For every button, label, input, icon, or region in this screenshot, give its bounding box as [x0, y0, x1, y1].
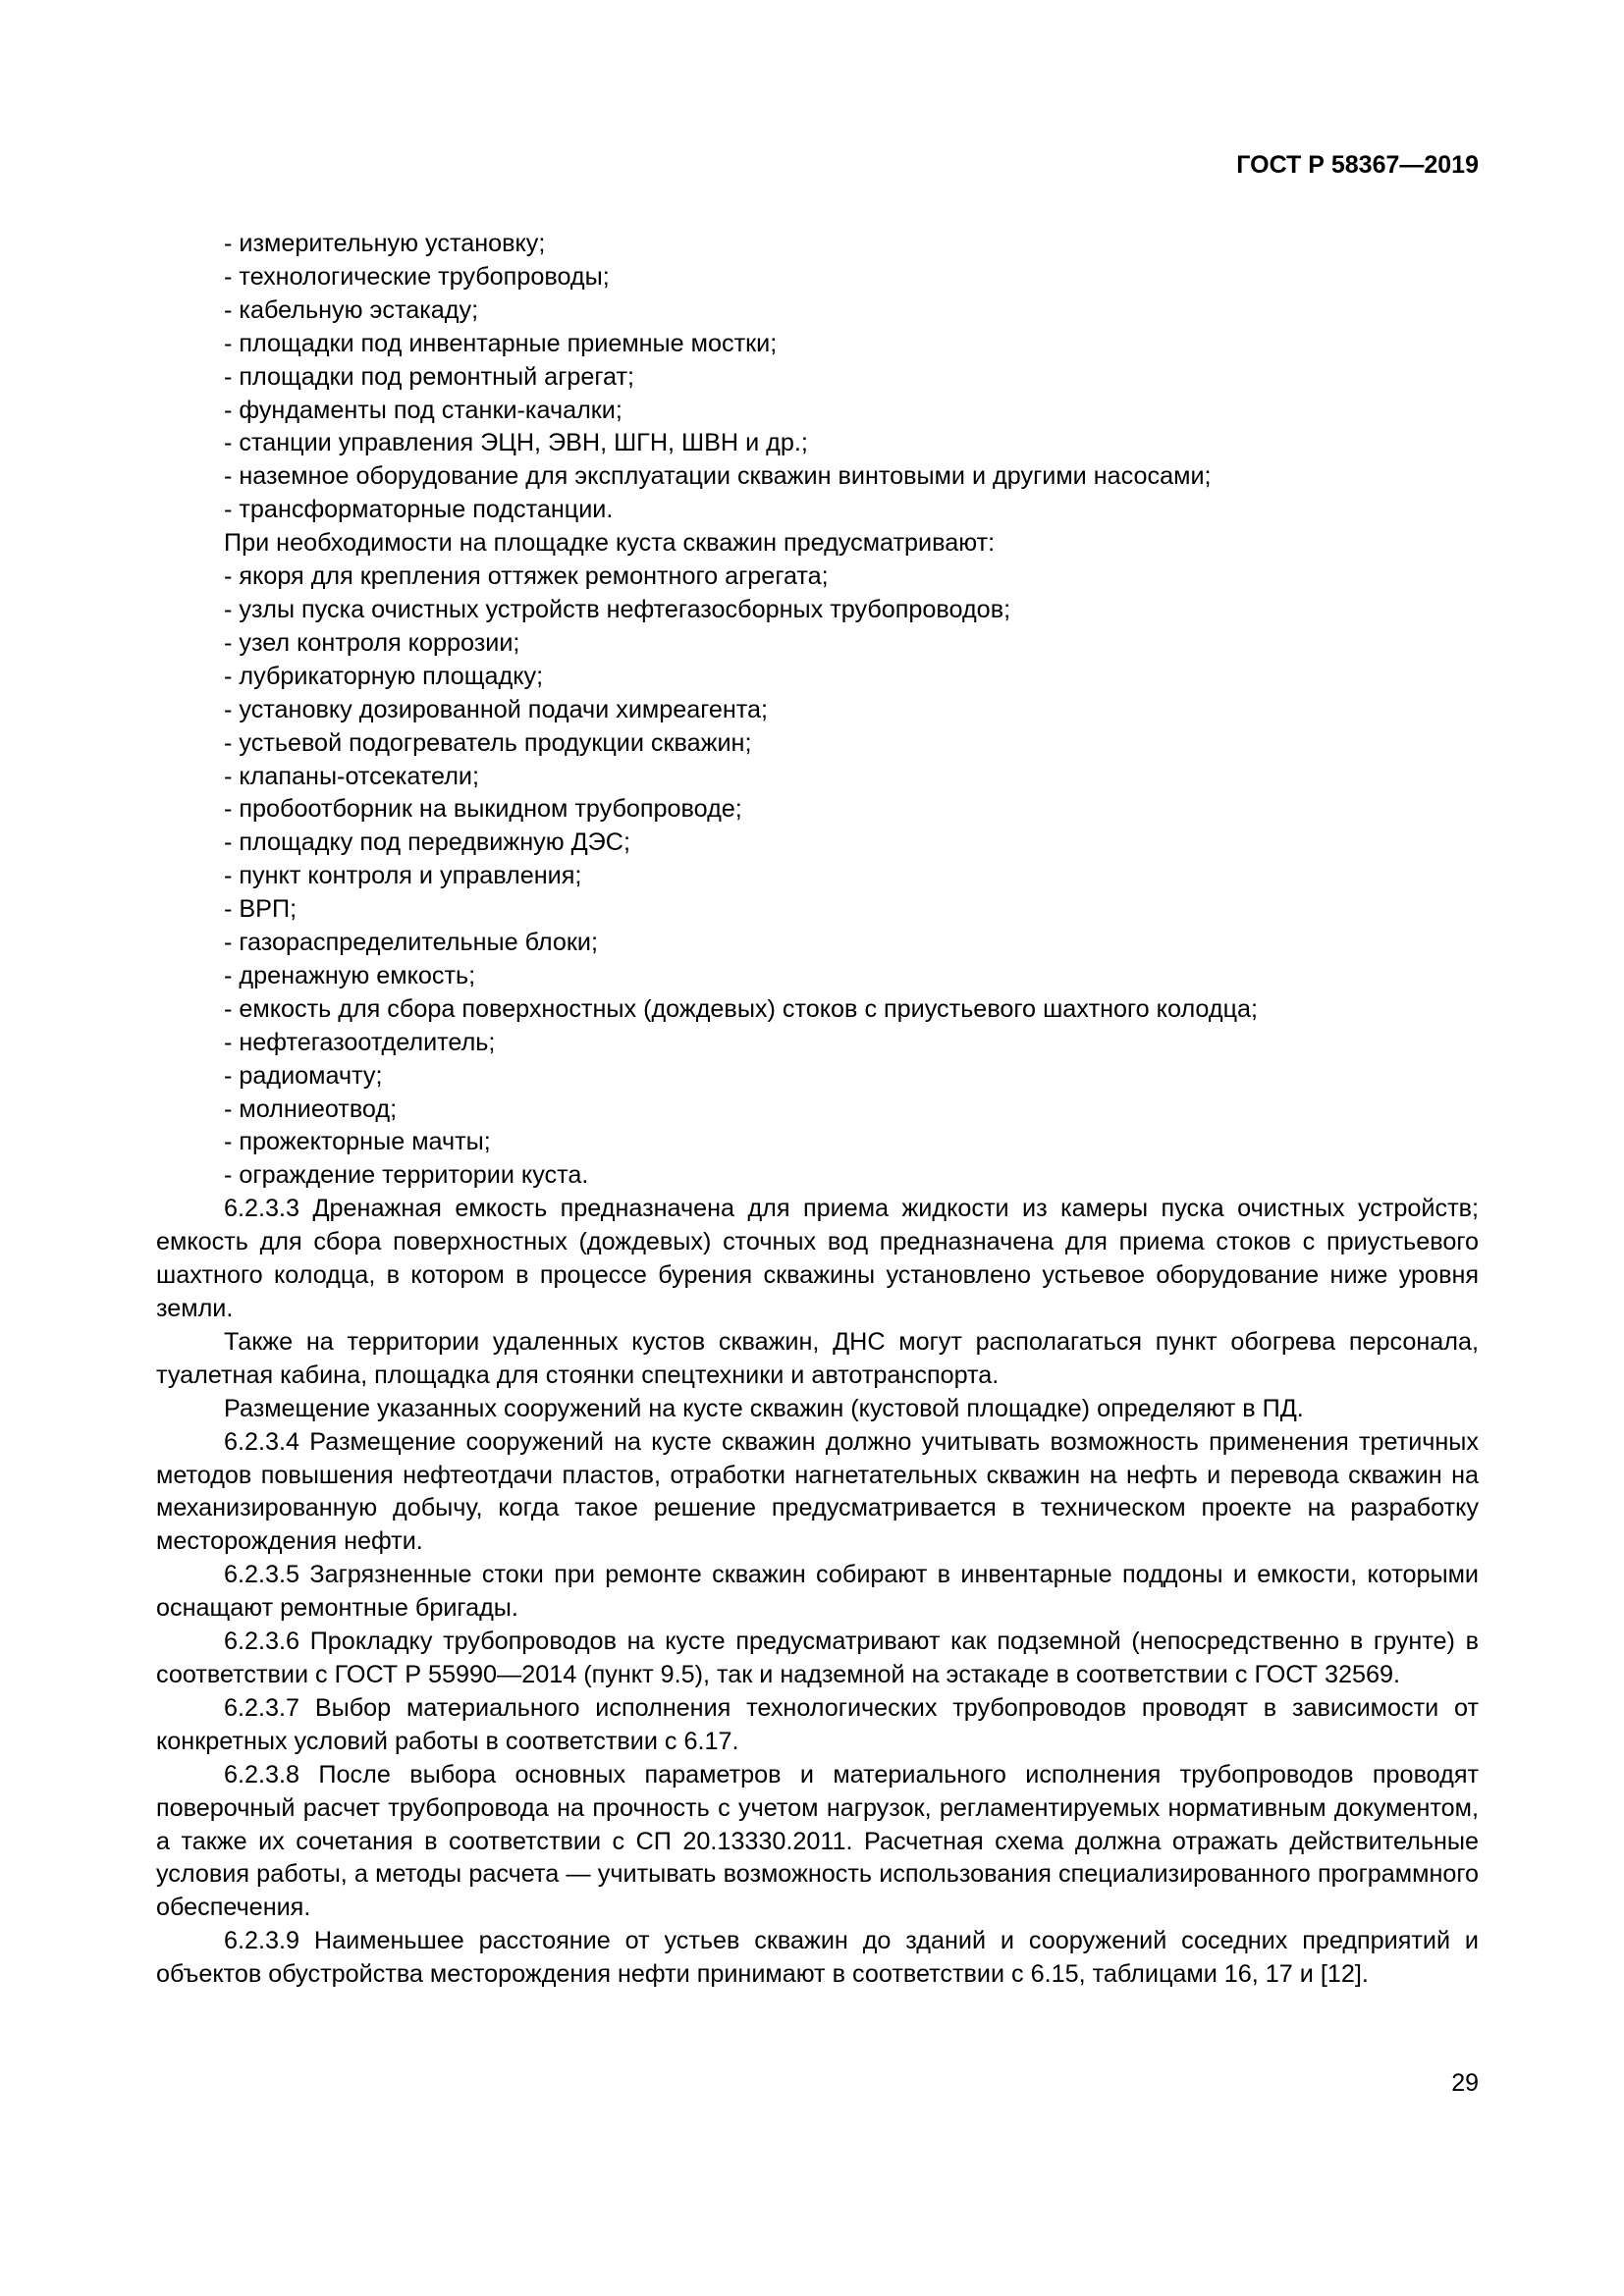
clause-6-2-3-7: 6.2.3.7 Выбор материального исполнения технологических трубопроводов проводят в зависимости от конкретных условий работы в соответствии с 6.17. [156, 1693, 1479, 1755]
clauses [156, 1193, 1479, 1992]
list-item: - наземное оборудование для эксплуатации скважин винтовыми и другими насосами; [224, 462, 1212, 491]
list-item: - технологические трубопроводы; [224, 262, 610, 291]
list-item: - нефтегазоотделитель; [224, 1028, 496, 1056]
list-item: - лубрикаторную площадку; [224, 662, 544, 690]
page-number: 29 [1451, 2069, 1479, 2097]
list-item: - устьевой подогреватель продукции скважин; [224, 728, 752, 757]
clause-6-2-3-3: 6.2.3.3 Дренажная емкость предназначена для приема жидкости из камеры пуска очистных устройств; емкость для сбора поверхностных (дождевых) сточных вод предназначена для приема стоков с приустьевого шахтного колодца, в котором в процессе бурения скважины установлено устьевое оборудование ниже уровня земли. [156, 1195, 1479, 1322]
list-item: - ВРП; [224, 895, 298, 924]
paragraph-placement: Размещение указанных сооружений на кусте скважин (кустовой площадке) определяют в ПД. [224, 1394, 1304, 1422]
list-item: - станции управления ЭЦН, ЭВН, ШГН, ШВН и др.; [224, 429, 808, 457]
list-item: - дренажную емкость; [224, 961, 476, 989]
equipment-list [156, 228, 1479, 527]
clause-6-2-3-8: 6.2.3.8 После выбора основных параметров и материального исполнения трубопроводов проводят поверочный расчет трубопровода на прочность с учетом нагрузок, регламентируемых нормативным документом, а также их сочетания в соответствии с СП 20.13330.2011. Расчетная схема должна отражать действительные условия работы, а методы расчета — учитывать возможность использования специализированного программного обеспечения. [156, 1760, 1479, 1922]
list-item: - трансформаторные подстанции. [224, 496, 614, 524]
list-item: - емкость для сбора поверхностных (дождевых) стоков с приустьевого шахтного колодца; [224, 994, 1259, 1023]
list-item: - молниеотвод; [224, 1095, 398, 1123]
list-item: - пункт контроля и управления; [224, 862, 582, 890]
list-item: - клапаны-отсекатели; [224, 762, 479, 790]
list-item: - ограждение территории куста. [224, 1161, 589, 1190]
clause-6-2-3-6: 6.2.3.6 Прокладку трубопроводов на кусте предусматривают как подземной (непосредственно в грунте) в соответствии с ГОСТ Р 55990—2014 (пункт 9.5), так и надземной на эстакаде в соответствии с ГОСТ 32569. [156, 1628, 1479, 1688]
list-item: - площадку под передвижную ДЭС; [224, 828, 630, 857]
optional-equipment-intro: При необходимости на площадке куста скважин предусматривают: [224, 529, 996, 558]
document-body [156, 228, 1479, 1992]
list-item: - пробоотборник на выкидном трубопроводе; [224, 795, 742, 824]
clause-6-2-3-4: 6.2.3.4 Размещение сооружений на кусте скважин должно учитывать возможность применения третичных методов повышения нефтеотдачи пластов, отработки нагнетательных скважин на нефть и перевода скважин на механизированную добычу, когда такое решение предусматривается в техническом проекте на разработку месторождения нефти. [156, 1427, 1479, 1556]
list-item: - якоря для крепления оттяжек ремонтного агрегата; [224, 562, 829, 591]
list-item: - площадки под инвентарные приемные мостки; [224, 329, 778, 357]
list-item: - прожекторные мачты; [224, 1128, 491, 1156]
clause-6-2-3-9: 6.2.3.9 Наименьшее расстояние от устьев скважин до зданий и сооружений соседних предприятий и объектов обустройства месторождения нефти принимают в соответствии с 6.15, таблицами 16, 17 и [12]. [156, 1927, 1479, 1989]
paragraph-remote-clusters: Также на территории удаленных кустов скважин, ДНС могут располагаться пункт обогрева персонала, туалетная кабина, площадка для стоянки спецтехники и автотранспорта. [156, 1327, 1479, 1389]
list-item: - установку дозированной подачи химреагента; [224, 695, 769, 723]
list-item: - фундаменты под станки-качалки; [224, 396, 623, 424]
list-item: - радиомачту; [224, 1061, 383, 1090]
list-item: - кабельную эстакаду; [224, 295, 479, 324]
list-item: - измерительную установку; [224, 230, 546, 257]
clause-6-2-3-5: 6.2.3.5 Загрязненные стоки при ремонте скважин собирают в инвентарные поддоны и емкости, которыми оснащают ремонтные бригады. [156, 1561, 1479, 1623]
list-item: - узлы пуска очистных устройств нефтегазосборных трубопроводов; [224, 595, 1011, 623]
list-item: - узел контроля коррозии; [224, 628, 520, 657]
document-id-header: ГОСТ Р 58367—2019 [1236, 151, 1479, 179]
list-item: - газораспределительные блоки; [224, 929, 598, 957]
optional-equipment-list [156, 561, 1479, 1193]
list-item: - площадки под ремонтный агрегат; [224, 362, 635, 391]
